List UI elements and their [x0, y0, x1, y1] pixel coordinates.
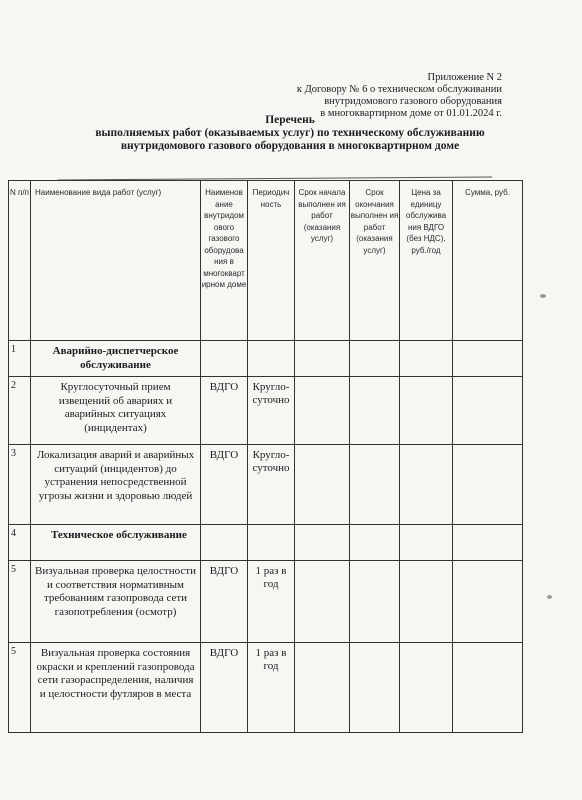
- row-name: Техническое обслуживание: [31, 525, 201, 561]
- title-line-1: Перечень: [265, 114, 315, 126]
- row-start: [295, 341, 350, 377]
- row-start: [295, 561, 350, 643]
- header-sum: Сумма, руб.: [453, 181, 523, 341]
- header-name: Наименование вида работ (услуг): [31, 181, 201, 341]
- row-start: [295, 377, 350, 445]
- works-table: [8, 180, 523, 733]
- row-end: [350, 525, 400, 561]
- table-row: [9, 643, 523, 733]
- table-row: [9, 341, 523, 377]
- table-row: [9, 445, 523, 525]
- row-name: Аварийно-диспетчерское обслуживание: [31, 341, 201, 377]
- row-equipment: [201, 341, 248, 377]
- row-sum: [453, 445, 523, 525]
- row-period: 1 раз в год: [248, 643, 295, 733]
- appendix-header: [202, 72, 502, 120]
- row-number: 5: [9, 643, 31, 733]
- header-end: Срок окончания выполнен ия работ (оказания услуг): [350, 181, 400, 341]
- row-sum: [453, 341, 523, 377]
- appendix-number: Приложение N 2: [427, 72, 502, 83]
- row-start: [295, 525, 350, 561]
- row-sum: [453, 377, 523, 445]
- row-equipment: ВДГО: [201, 445, 248, 525]
- header-equipment: Наименов ание внутридом ового газового оборудова ния в многокварт ирном доме: [201, 181, 248, 341]
- header-start: Срок начала выполнен ия работ (оказания услуг): [295, 181, 350, 341]
- row-number: 4: [9, 525, 31, 561]
- row-price: [400, 525, 453, 561]
- row-price: [400, 445, 453, 525]
- row-sum: [453, 643, 523, 733]
- table-row: [9, 525, 523, 561]
- row-price: [400, 643, 453, 733]
- row-equipment: ВДГО: [201, 377, 248, 445]
- row-name: Круглосуточный прием извещений об авариях и аварийных ситуациях (инцидентах): [31, 377, 201, 445]
- scan-speck: [540, 294, 546, 298]
- row-number: 1: [9, 341, 31, 377]
- row-period: 1 раз в год: [248, 561, 295, 643]
- row-price: [400, 561, 453, 643]
- row-sum: [453, 561, 523, 643]
- row-number: 5: [9, 561, 31, 643]
- table-row: [9, 561, 523, 643]
- row-end: [350, 561, 400, 643]
- row-end: [350, 377, 400, 445]
- row-number: 3: [9, 445, 31, 525]
- row-equipment: ВДГО: [201, 561, 248, 643]
- header-price: Цена за единицу обслужива ния ВДГО (без НДС), руб./год: [400, 181, 453, 341]
- row-start: [295, 643, 350, 733]
- row-period: [248, 525, 295, 561]
- row-end: [350, 643, 400, 733]
- title-line-3: внутридомового газового оборудования в многоквартирном доме: [120, 140, 460, 152]
- row-start: [295, 445, 350, 525]
- document-title: [40, 114, 540, 153]
- appendix-date: в многоквартирном доме от 01.01.2024 г.: [320, 108, 502, 119]
- row-end: [350, 445, 400, 525]
- row-equipment: [201, 525, 248, 561]
- table-header-row: [9, 181, 523, 341]
- row-equipment: ВДГО: [201, 643, 248, 733]
- row-name: Локализация аварий и аварийных ситуаций (инцидентов) до устранения непосредственной угрозы жизни и здоровью людей: [31, 445, 201, 525]
- row-name: Визуальная проверка состояния окраски и креплений газопровода сети газораспределения, наличия и целостности футляров в места: [31, 643, 201, 733]
- row-name: Визуальная проверка целостности и соответствия нормативным требованиям газопровода сети газопотребления (осмотр): [31, 561, 201, 643]
- row-sum: [453, 525, 523, 561]
- row-price: [400, 377, 453, 445]
- row-period: [248, 341, 295, 377]
- row-price: [400, 341, 453, 377]
- title-line-2: выполняемых работ (оказываемых услуг) по техническому обслуживанию: [95, 127, 485, 139]
- appendix-subject: внутридомового газового оборудования: [324, 96, 502, 107]
- row-period: Кругло-суточно: [248, 377, 295, 445]
- appendix-contract: к Договору № 6 о техническом обслуживании: [296, 84, 502, 95]
- row-end: [350, 341, 400, 377]
- row-number: 2: [9, 377, 31, 445]
- scan-speck: [547, 595, 552, 599]
- row-period: Кругло-суточно: [248, 445, 295, 525]
- header-num: N п/п: [9, 181, 31, 341]
- table-row: [9, 377, 523, 445]
- header-period: Периодич ность: [248, 181, 295, 341]
